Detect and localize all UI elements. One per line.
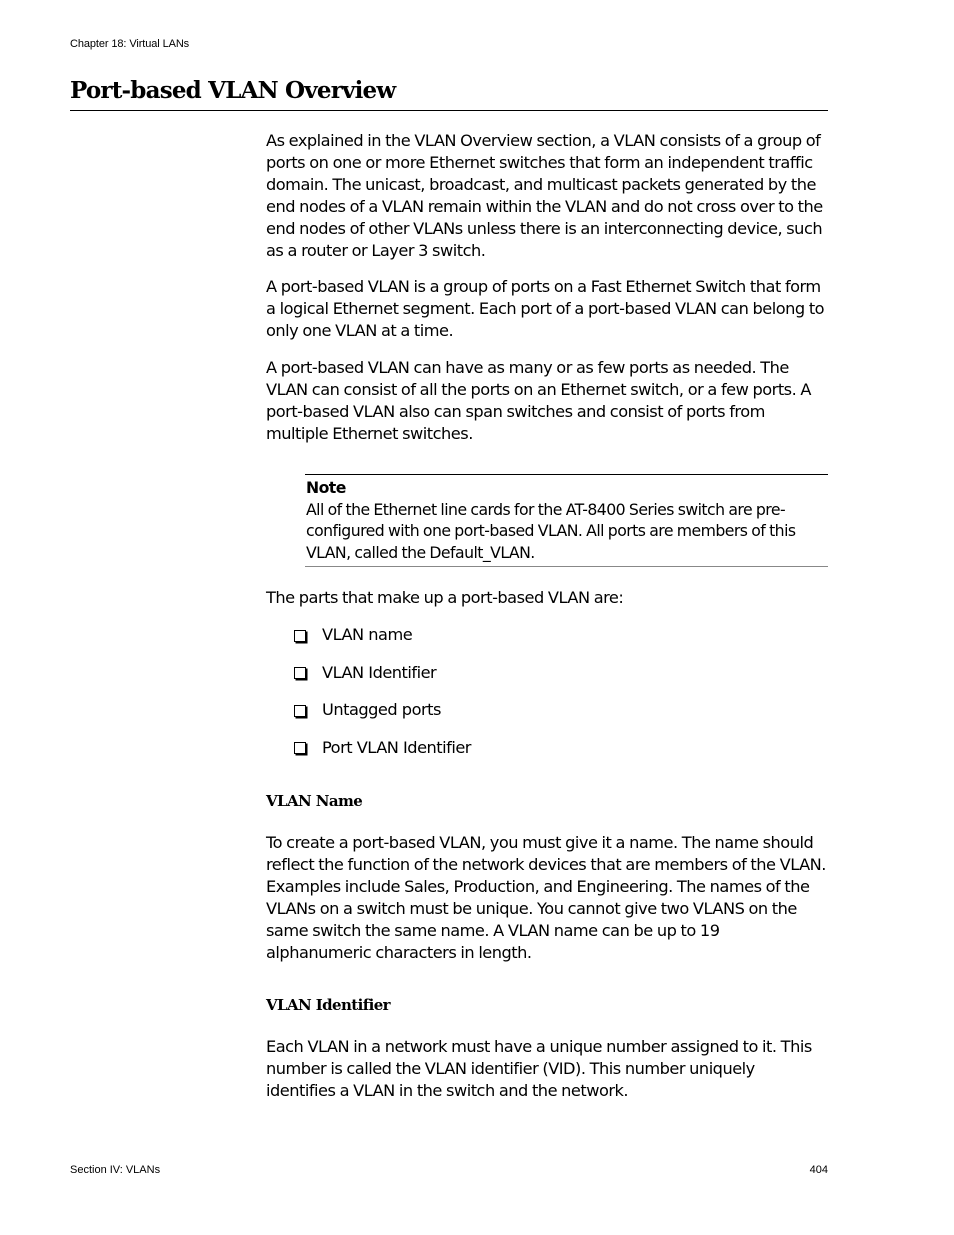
list-item-label: VLAN name [322,625,413,644]
list-item-label: VLAN Identifier [322,662,437,682]
parts-list [294,624,471,774]
list-item [294,624,471,646]
vlan-name-paragraph [266,832,828,964]
checkbox-bullet-icon [294,630,306,642]
list-item [294,699,471,721]
checkbox-bullet-icon [294,742,306,754]
vlan-identifier-paragraph [266,1036,828,1102]
list-item-label: Untagged ports [322,700,441,720]
paragraph-text: The parts that make up a port-based VLAN are: [266,588,624,607]
definition-paragraph [266,276,828,342]
parts-intro [266,587,828,609]
checkbox-bullet-icon [294,705,306,717]
paragraph-text: As explained in the VLAN Overview section, a VLAN consists of a group of ports on one or more Ethernet switches that form an independent traffic domain. The unicast, broadcast, and multicast packets generated by the end nodes of a VLAN remain within the VLAN and do not cross over to the end nodes of other VLANs unless there is an interconnecting device, such as a router or Layer 3 switch. [266,131,823,260]
list-item [294,662,471,684]
paragraph-text: A port-based VLAN is a group of ports on a Fast Ethernet Switch that form a logical Ethernet segment. Each port of a port-based VLAN can belong to only one VLAN at a time. [266,277,825,340]
list-item [294,737,471,759]
note-text: All of the Ethernet line cards for the AT-8400 Series switch are pre-configured with one port-based VLAN. All ports are members of this VLAN, called the Default_VLAN. [306,499,796,562]
note-box [305,474,828,567]
section-heading-vlan-identifier: VLAN Identifier [266,996,390,1014]
size-paragraph [266,357,828,445]
paragraph-text: A port-based VLAN can have as many or as few ports as needed. The VLAN can consist of all the ports on an Ethernet switch, or a few ports. A port-based VLAN also can span switches and consist of ports from multiple Ethernet switches. [266,358,811,443]
page-title: Port-based VLAN Overview [70,76,828,111]
running-header: Chapter 18: Virtual LANs [70,38,190,50]
section-heading-vlan-name: VLAN Name [266,792,363,810]
intro-paragraph [266,130,828,262]
note-label: Note [306,478,346,497]
paragraph-text: Each VLAN in a network must have a unique number assigned to it. This number is called the VLAN identifier (VID). This number uniquely identifies a VLAN in the switch and the network. [266,1037,812,1100]
checkbox-bullet-icon [294,667,306,679]
footer-section: Section IV: VLANs [70,1164,161,1176]
paragraph-text: To create a port-based VLAN, you must give it a name. The name should reflect the function of the network devices that are members of the VLAN. Examples include Sales, Production, and Engineering. The names of the VLANs on a switch must be unique. You cannot give two VLANS on the same switch the same name. A VLAN name can be up to 19 alphanumeric characters in length. [266,833,826,962]
page-number: 404 [809,1164,828,1176]
list-item-label: Port VLAN Identifier [322,737,471,757]
